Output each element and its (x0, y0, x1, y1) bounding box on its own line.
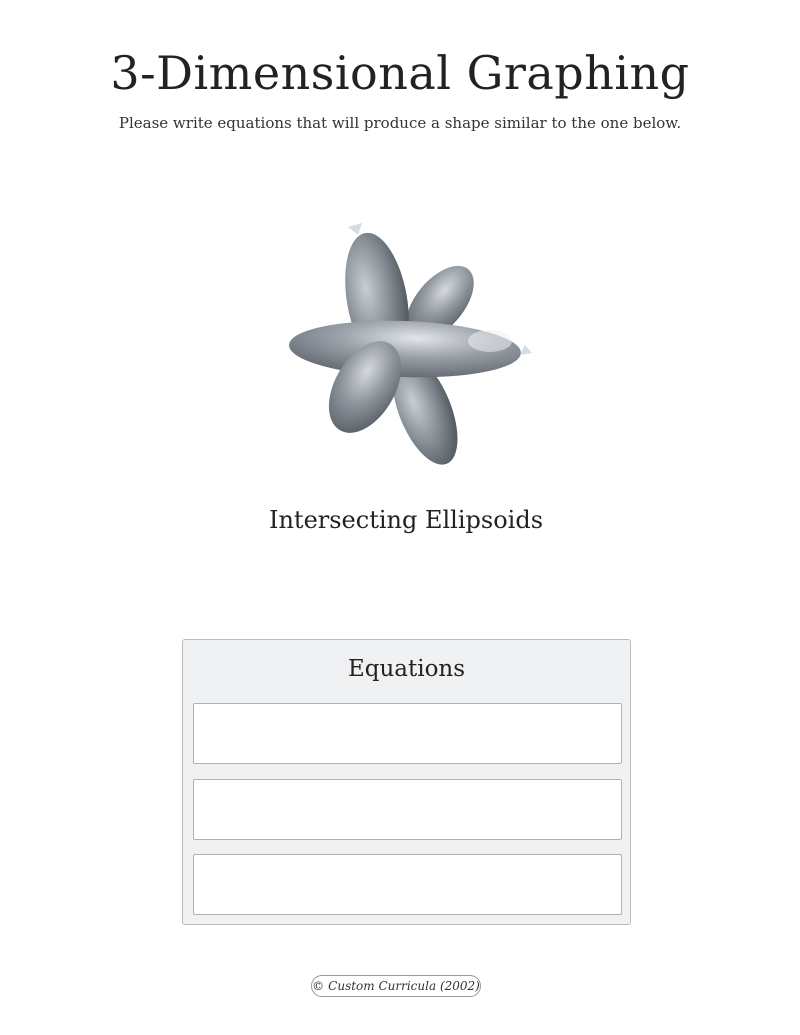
copyright-symbol: © (312, 979, 325, 993)
equation-field-1[interactable] (193, 703, 622, 764)
figure-caption: Intersecting Ellipsoids (268, 506, 544, 534)
page-title: 3-Dimensional Graphing (110, 46, 690, 100)
equations-panel (182, 639, 631, 925)
intersecting-ellipsoids-image (280, 215, 540, 475)
equations-title: Equations (347, 656, 466, 682)
copyright-badge (311, 975, 481, 997)
copyright-text: Custom Curricula (2002) (328, 979, 480, 993)
equation-field-2[interactable] (193, 779, 622, 840)
equation-field-3[interactable] (193, 854, 622, 915)
page-instructions: Please write equations that will produce a shape similar to the one below. (118, 114, 682, 132)
